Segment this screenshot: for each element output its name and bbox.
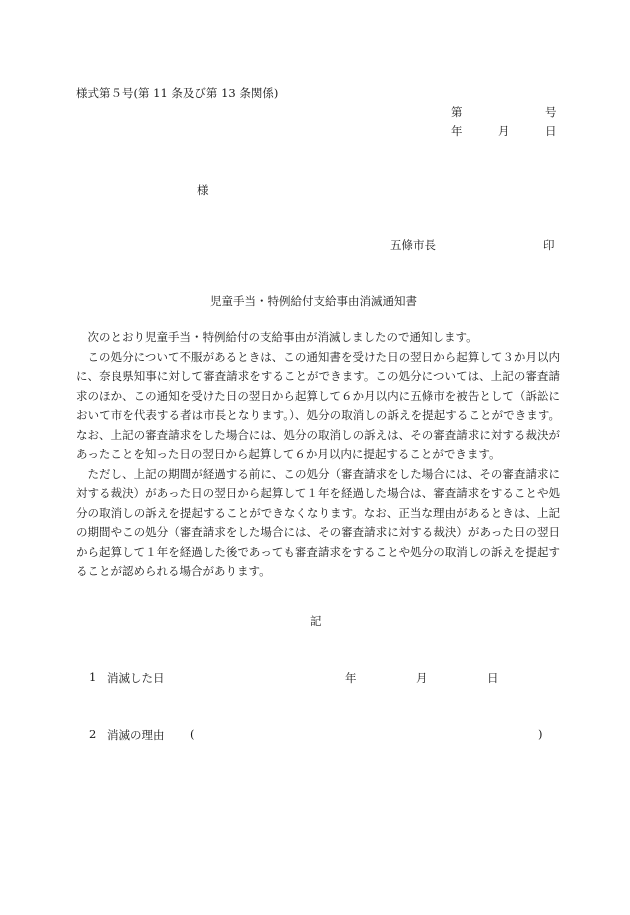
sender-seal: 印: [543, 238, 555, 252]
recipient-honorific: 様: [197, 183, 209, 197]
item-2-label: 消滅の理由: [107, 728, 165, 742]
item-1-month: 月: [416, 671, 428, 685]
notice-body: [76, 328, 560, 582]
item-2-open-paren: (: [190, 727, 195, 741]
issue-date-day: 日: [545, 124, 557, 138]
item-1-number: 1: [89, 670, 97, 684]
document-title: 児童手当・特例給付支給事由消滅通知書: [210, 294, 417, 308]
issue-date-month: 月: [498, 124, 510, 138]
issue-date-year: 年: [451, 124, 463, 138]
sender-title: 五條市長: [390, 238, 436, 252]
item-1-year: 年: [345, 671, 357, 685]
form-number: 様式第５号(第 11 条及び第 13 条関係): [76, 86, 279, 100]
notice-paragraph-3: ただし、上記の期間が経過する前に、この処分（審査請求をした場合には、その審査請求に対する裁決）があった日の翌日から起算して１年を経過した場合は、審査請求をすることや処分の取消しの訴えを提起することができなくなります。なお、正当な理由があるときは、上記の期間やこの処分（審査請求をした場合には、その審査請求に対する裁決）があった日の翌日から起算して１年を経過した後であっても審査請求をすることや処分の取消しの訴えを提起することが認められる場合があります。: [76, 466, 560, 578]
document-number-prefix: 第: [451, 105, 463, 119]
notice-paragraph-1: 次のとおり児童手当・特例給付の支給事由が消滅しましたので通知します。: [87, 330, 478, 344]
item-1-day: 日: [487, 671, 499, 685]
document-number-suffix: 号: [545, 105, 557, 119]
notice-paragraph-2: この処分について不服があるときは、この通知書を受けた日の翌日から起算して３か月以内に、奈良県知事に対して審査請求をすることができます。この処分については、上記の審査請求のほか、この通知を受けた日の翌日から起算して６か月以内に五條市を被告として（訴訟において市を代表する者は市長となります。）、処分の取消しの訴えを提起することができます。なお、上記の審査請求をした場合には、処分の取消しの訴えは、その審査請求に対する裁決があったことを知った日の翌日から起算して６か月以内に提起することができます。: [76, 349, 560, 461]
ki-heading: 記: [310, 614, 322, 628]
item-2-number: 2: [89, 727, 97, 741]
item-2-close-paren: ): [538, 727, 543, 741]
item-1-label: 消滅した日: [107, 671, 165, 685]
